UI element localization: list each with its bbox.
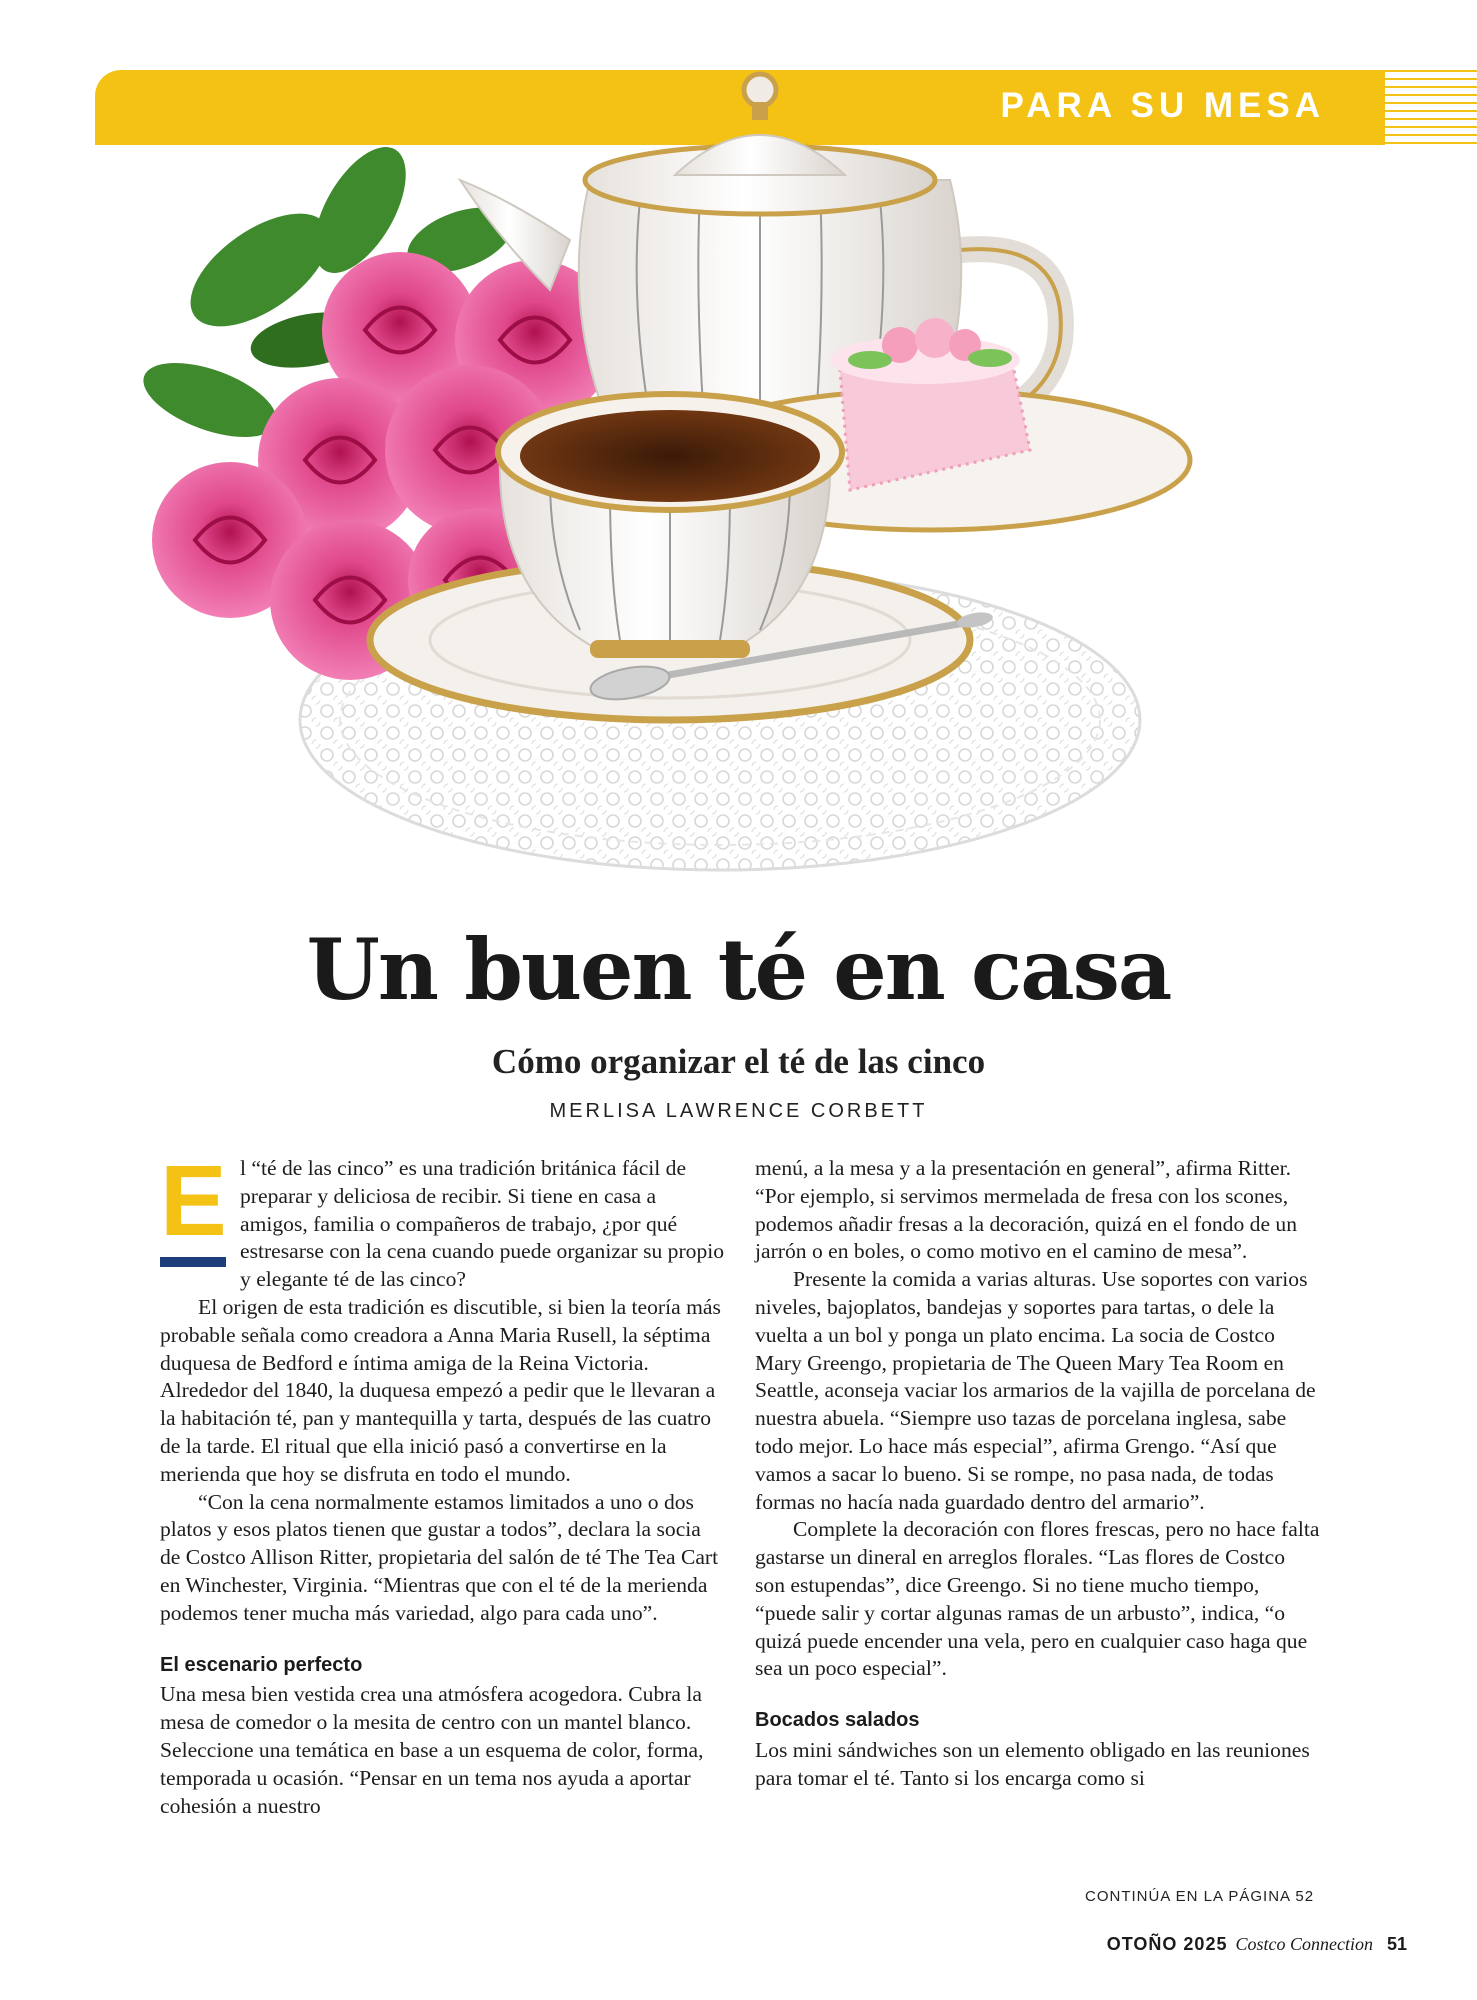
article-headline: Un buen té en casa	[306, 920, 1171, 1019]
paragraph: El origen de esta tradición es discutible, si bien la teoría más probable señala como creadora a Anna Maria Rusell, la séptima duquesa de Bedford e íntima amiga de la Reina Victoria. Alrededor del 1840, la duquesa empezó a pedir que le llevaran a la habitación té, pan y mantequilla y tarta, después de las cuatro de la tarde. El ritual que ella inició pasó a convertirse en la merienda que hoy se disfruta en todo el mundo.	[160, 1294, 721, 1486]
page-number: 51	[1386, 1934, 1407, 1954]
section-subheading: Bocados salados	[755, 1709, 920, 1732]
paragraph: menú, a la mesa y a la presentación en general”, afirma Ritter. “Por ejemplo, si servimos mermelada de fresa con los scones, podemos añadir fresas a la decoración, quizá en el fondo de un jarrón o en boles, o como motivo en el camino de mesa”.	[755, 1156, 1298, 1264]
drop-cap-rule	[160, 1257, 226, 1267]
hero-tea-illustration	[140, 40, 1240, 920]
article-subheadline: Cómo organizar el té de las cinco	[491, 1042, 986, 1081]
section-subheading: El escenario perfecto	[160, 1653, 363, 1676]
paragraph: Los mini sándwiches son un elemento obligado en las reuniones para tomar el té. Tanto si los encarga como si	[755, 1737, 1310, 1790]
drop-cap	[160, 1145, 234, 1289]
paragraph: Una mesa bien vestida crea una atmósfera acogedora. Cubra la mesa de comedor o la mesita de centro con un mantel blanco. Seleccione una temática en base a un esquema de color, forma, temporada u ocasión. “Pensar en un tema nos ayuda a aportar cohesión a nuestro	[160, 1682, 704, 1818]
drop-cap-letter: E	[160, 1145, 227, 1257]
article-column-right	[755, 1155, 1320, 1793]
paragraph: l “té de las cinco” es una tradición británica fácil de preparar y deliciosa de recibir. Si tiene en casa a amigos, familia o compañeros de trabajo, ¿por qué estresarse con la cena cuando puede organizar su propio y elegante té de las cinco?	[240, 1156, 725, 1292]
article-column-left	[160, 1145, 725, 1820]
paragraph: “Con la cena normalmente estamos limitados a uno o dos platos y esos platos tienen que gustar a todos”, declara la socia de Costco Allison Ritter, propietaria del salón de té The Tea Cart en Winchester, Virginia. “Mientras que con el té de la merienda podemos tener mucha más variedad, algo para cada uno”.	[160, 1489, 719, 1625]
section-banner-label: PARA SU MESA	[1000, 86, 1325, 125]
paragraph: Complete la decoración con flores frescas, pero no hace falta gastarse un dineral en arreglos florales. “Las flores de Costco son estupendas”, dice Greengo. Si no tiene mucho tiempo, “puede salir y cortar algunas ramas de un arbusto”, indica, “o quizá puede encender una vela, pero en cualquier caso haga que sea un poco especial”.	[755, 1517, 1320, 1681]
issue-season: OTOÑO 2025	[1106, 1934, 1228, 1954]
author-byline: MERLISA LAWRENCE CORBETT	[549, 1100, 928, 1122]
page-footer	[1107, 1934, 1407, 1955]
magazine-name: Costco Connection	[1235, 1934, 1373, 1954]
paragraph: Presente la comida a varias alturas. Use soportes con varios niveles, bajoplatos, bandejas y soportes para tartas, o dele la vuelta a un bol y ponga un plato encima. La socia de Costco Mary Greengo, propietaria de The Queen Mary Tea Room en Seattle, aconseja vaciar los armarios de la vajilla de porcelana de nuestra abuela. “Siempre uso tazas de porcelana inglesa, sabe todo mejor. Lo hace más especial”, afirma Grengo. “Así que vamos a sacar lo bueno. Si se rompe, no pasa nada, de todas formas no hacía nada guardado dentro del armario”.	[755, 1267, 1316, 1514]
continued-on-page-note: CONTINÚA EN LA PÁGINA 52	[1085, 1888, 1315, 1905]
banner-stripes	[1385, 70, 1477, 145]
